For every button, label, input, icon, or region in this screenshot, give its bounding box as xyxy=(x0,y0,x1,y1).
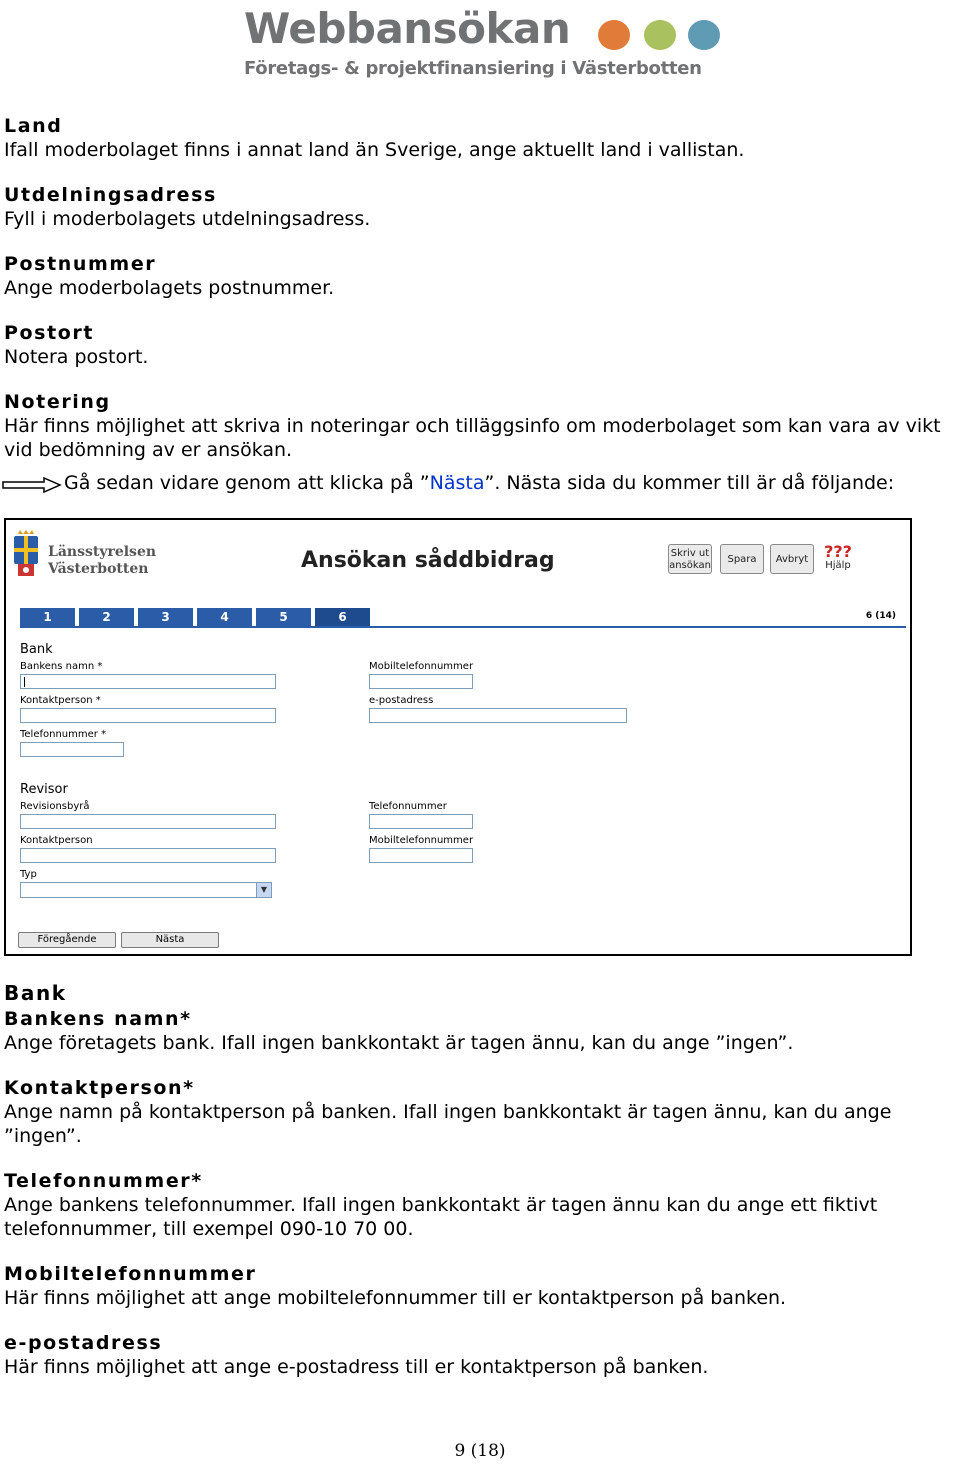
logo-subtitle: Företags- & projektfinansiering i Västerbotten xyxy=(244,58,702,79)
authority-line1: Länsstyrelsen xyxy=(48,544,157,560)
step-tab-1[interactable]: 1 xyxy=(20,608,75,626)
page-indicator: 6 (14) xyxy=(865,611,896,621)
auditor-section-title: Revisor xyxy=(20,782,68,797)
bank-name-input[interactable] xyxy=(20,674,276,689)
webbansokan-logo xyxy=(240,4,740,84)
section-heading: Mobiltelefonnummer xyxy=(4,1263,257,1285)
section-utdelningsadress xyxy=(4,183,954,231)
text-caret xyxy=(24,677,25,687)
instruction-after: ”. Nästa sida du kommer till är då följande: xyxy=(484,472,895,494)
auditor-type-select[interactable] xyxy=(20,882,272,898)
print-label-2: ansökan xyxy=(669,560,711,571)
print-label-1: Skriv ut xyxy=(670,548,710,559)
auditor-phone-label: Telefonnummer xyxy=(369,801,447,812)
bank-phone-input[interactable] xyxy=(20,742,124,757)
print-application-button[interactable] xyxy=(668,544,712,574)
section-land xyxy=(4,114,954,162)
auditor-phone-input[interactable] xyxy=(369,814,473,829)
bank-contact-label: Kontaktperson * xyxy=(20,695,101,706)
section-notering xyxy=(4,390,954,462)
bank-heading: Bank xyxy=(4,981,67,1005)
step-tab-5[interactable]: 5 xyxy=(256,608,311,626)
auditor-firm-input[interactable] xyxy=(20,814,276,829)
section-text: Ifall moderbolaget finns i annat land än Sverige, ange aktuellt land i vallistan. xyxy=(4,139,745,161)
bank-email-input[interactable] xyxy=(369,708,627,723)
step-tab-6[interactable]: 6 xyxy=(315,608,370,626)
logo-dot-orange xyxy=(598,20,630,50)
section-text: Ange företagets bank. Ifall ingen bankkontakt är tagen ännu, kan du ange ”ingen”. xyxy=(4,1032,794,1054)
instruction-before: Gå sedan vidare genom att klicka på ” xyxy=(64,472,430,494)
section-postort xyxy=(4,321,954,369)
auditor-contact-label: Kontaktperson xyxy=(20,835,93,846)
section-text: Fyll i moderbolagets utdelningsadress. xyxy=(4,208,371,230)
right-arrow-icon xyxy=(2,477,62,493)
section-phone xyxy=(4,1169,954,1241)
bank-phone-label: Telefonnummer * xyxy=(20,729,107,740)
section-heading: Kontaktperson* xyxy=(4,1077,195,1099)
auditor-contact-input[interactable] xyxy=(20,848,276,863)
bank-section-title: Bank xyxy=(20,642,53,657)
section-contact xyxy=(4,1076,954,1148)
page-number: 9 (18) xyxy=(454,1441,506,1461)
logo-dot-green xyxy=(644,20,676,50)
section-text: Här finns möjlighet att ange e-postadress till er kontaktperson på banken. xyxy=(4,1356,709,1378)
chevron-down-icon: ▼ xyxy=(256,883,271,897)
section-heading: Postnummer xyxy=(4,253,157,275)
step-tab-2[interactable]: 2 xyxy=(79,608,134,626)
section-mobile xyxy=(4,1262,954,1310)
bank-contact-input[interactable] xyxy=(20,708,276,723)
section-text: Här finns möjlighet att skriva in noteringar och tilläggsinfo om moderbolaget som kan vara av vikt vid bedömning av er ansökan. xyxy=(4,415,941,461)
section-email xyxy=(4,1331,954,1379)
next-link[interactable]: Nästa xyxy=(429,472,485,494)
help-label: Hjälp xyxy=(825,560,851,571)
authority-name xyxy=(48,544,156,578)
bank-name-label: Bankens namn * xyxy=(20,661,103,672)
step-tab-4[interactable]: 4 xyxy=(197,608,252,626)
next-button[interactable]: Nästa xyxy=(121,932,219,948)
section-heading: Land xyxy=(4,115,63,137)
section-heading: Notering xyxy=(4,391,111,413)
section-heading: Bankens namn* xyxy=(4,1008,192,1030)
help-icon: ??? xyxy=(824,542,852,561)
section-text: Ange moderbolagets postnummer. xyxy=(4,277,335,299)
section-heading: Utdelningsadress xyxy=(4,184,217,206)
field-descriptions-bottom xyxy=(4,981,954,1400)
bank-mobile-label: Mobiltelefonnummer xyxy=(369,661,474,672)
auditor-mobile-label: Mobiltelefonnummer xyxy=(369,835,474,846)
logo-title: Webbansökan xyxy=(244,4,571,53)
help-button[interactable] xyxy=(820,544,856,574)
section-postnummer xyxy=(4,252,954,300)
auditor-firm-label: Revisionsbyrå xyxy=(20,801,90,812)
authority-line2: Västerbotten xyxy=(48,561,149,577)
section-text: Ange bankens telefonnummer. Ifall ingen bankkontakt är tagen ännu kan du ange ett fiktivt telefonnummer, till exempel 090-10 70 00. xyxy=(4,1194,878,1240)
bank-email-label: e-postadress xyxy=(369,695,434,706)
step-tab-3[interactable]: 3 xyxy=(138,608,193,626)
next-instruction-text xyxy=(64,471,894,495)
step-navigation xyxy=(20,608,906,628)
section-heading: Telefonnummer* xyxy=(4,1170,203,1192)
save-button[interactable]: Spara xyxy=(720,544,764,574)
section-heading: e-postadress xyxy=(4,1332,163,1354)
field-descriptions-top xyxy=(4,114,954,483)
logo-dot-blue xyxy=(688,20,720,50)
previous-button[interactable]: Föregående xyxy=(18,932,116,948)
section-text: Notera postort. xyxy=(4,346,149,368)
section-bank-name xyxy=(4,1007,954,1055)
auditor-type-label: Typ xyxy=(20,869,37,880)
section-text: Ange namn på kontaktperson på banken. Ifall ingen bankkontakt är tagen ännu, kan du ange ”ingen”. xyxy=(4,1101,892,1147)
bank-mobile-input[interactable] xyxy=(369,674,473,689)
auditor-mobile-input[interactable] xyxy=(369,848,473,863)
application-form-screenshot xyxy=(4,518,912,956)
section-heading: Postort xyxy=(4,322,95,344)
section-text: Här finns möjlighet att ange mobiltelefonnummer till er kontaktperson på banken. xyxy=(4,1287,787,1309)
cancel-button[interactable]: Avbryt xyxy=(770,544,814,574)
application-title: Ansökan såddbidrag xyxy=(301,548,555,573)
county-crest-icon xyxy=(12,530,40,580)
